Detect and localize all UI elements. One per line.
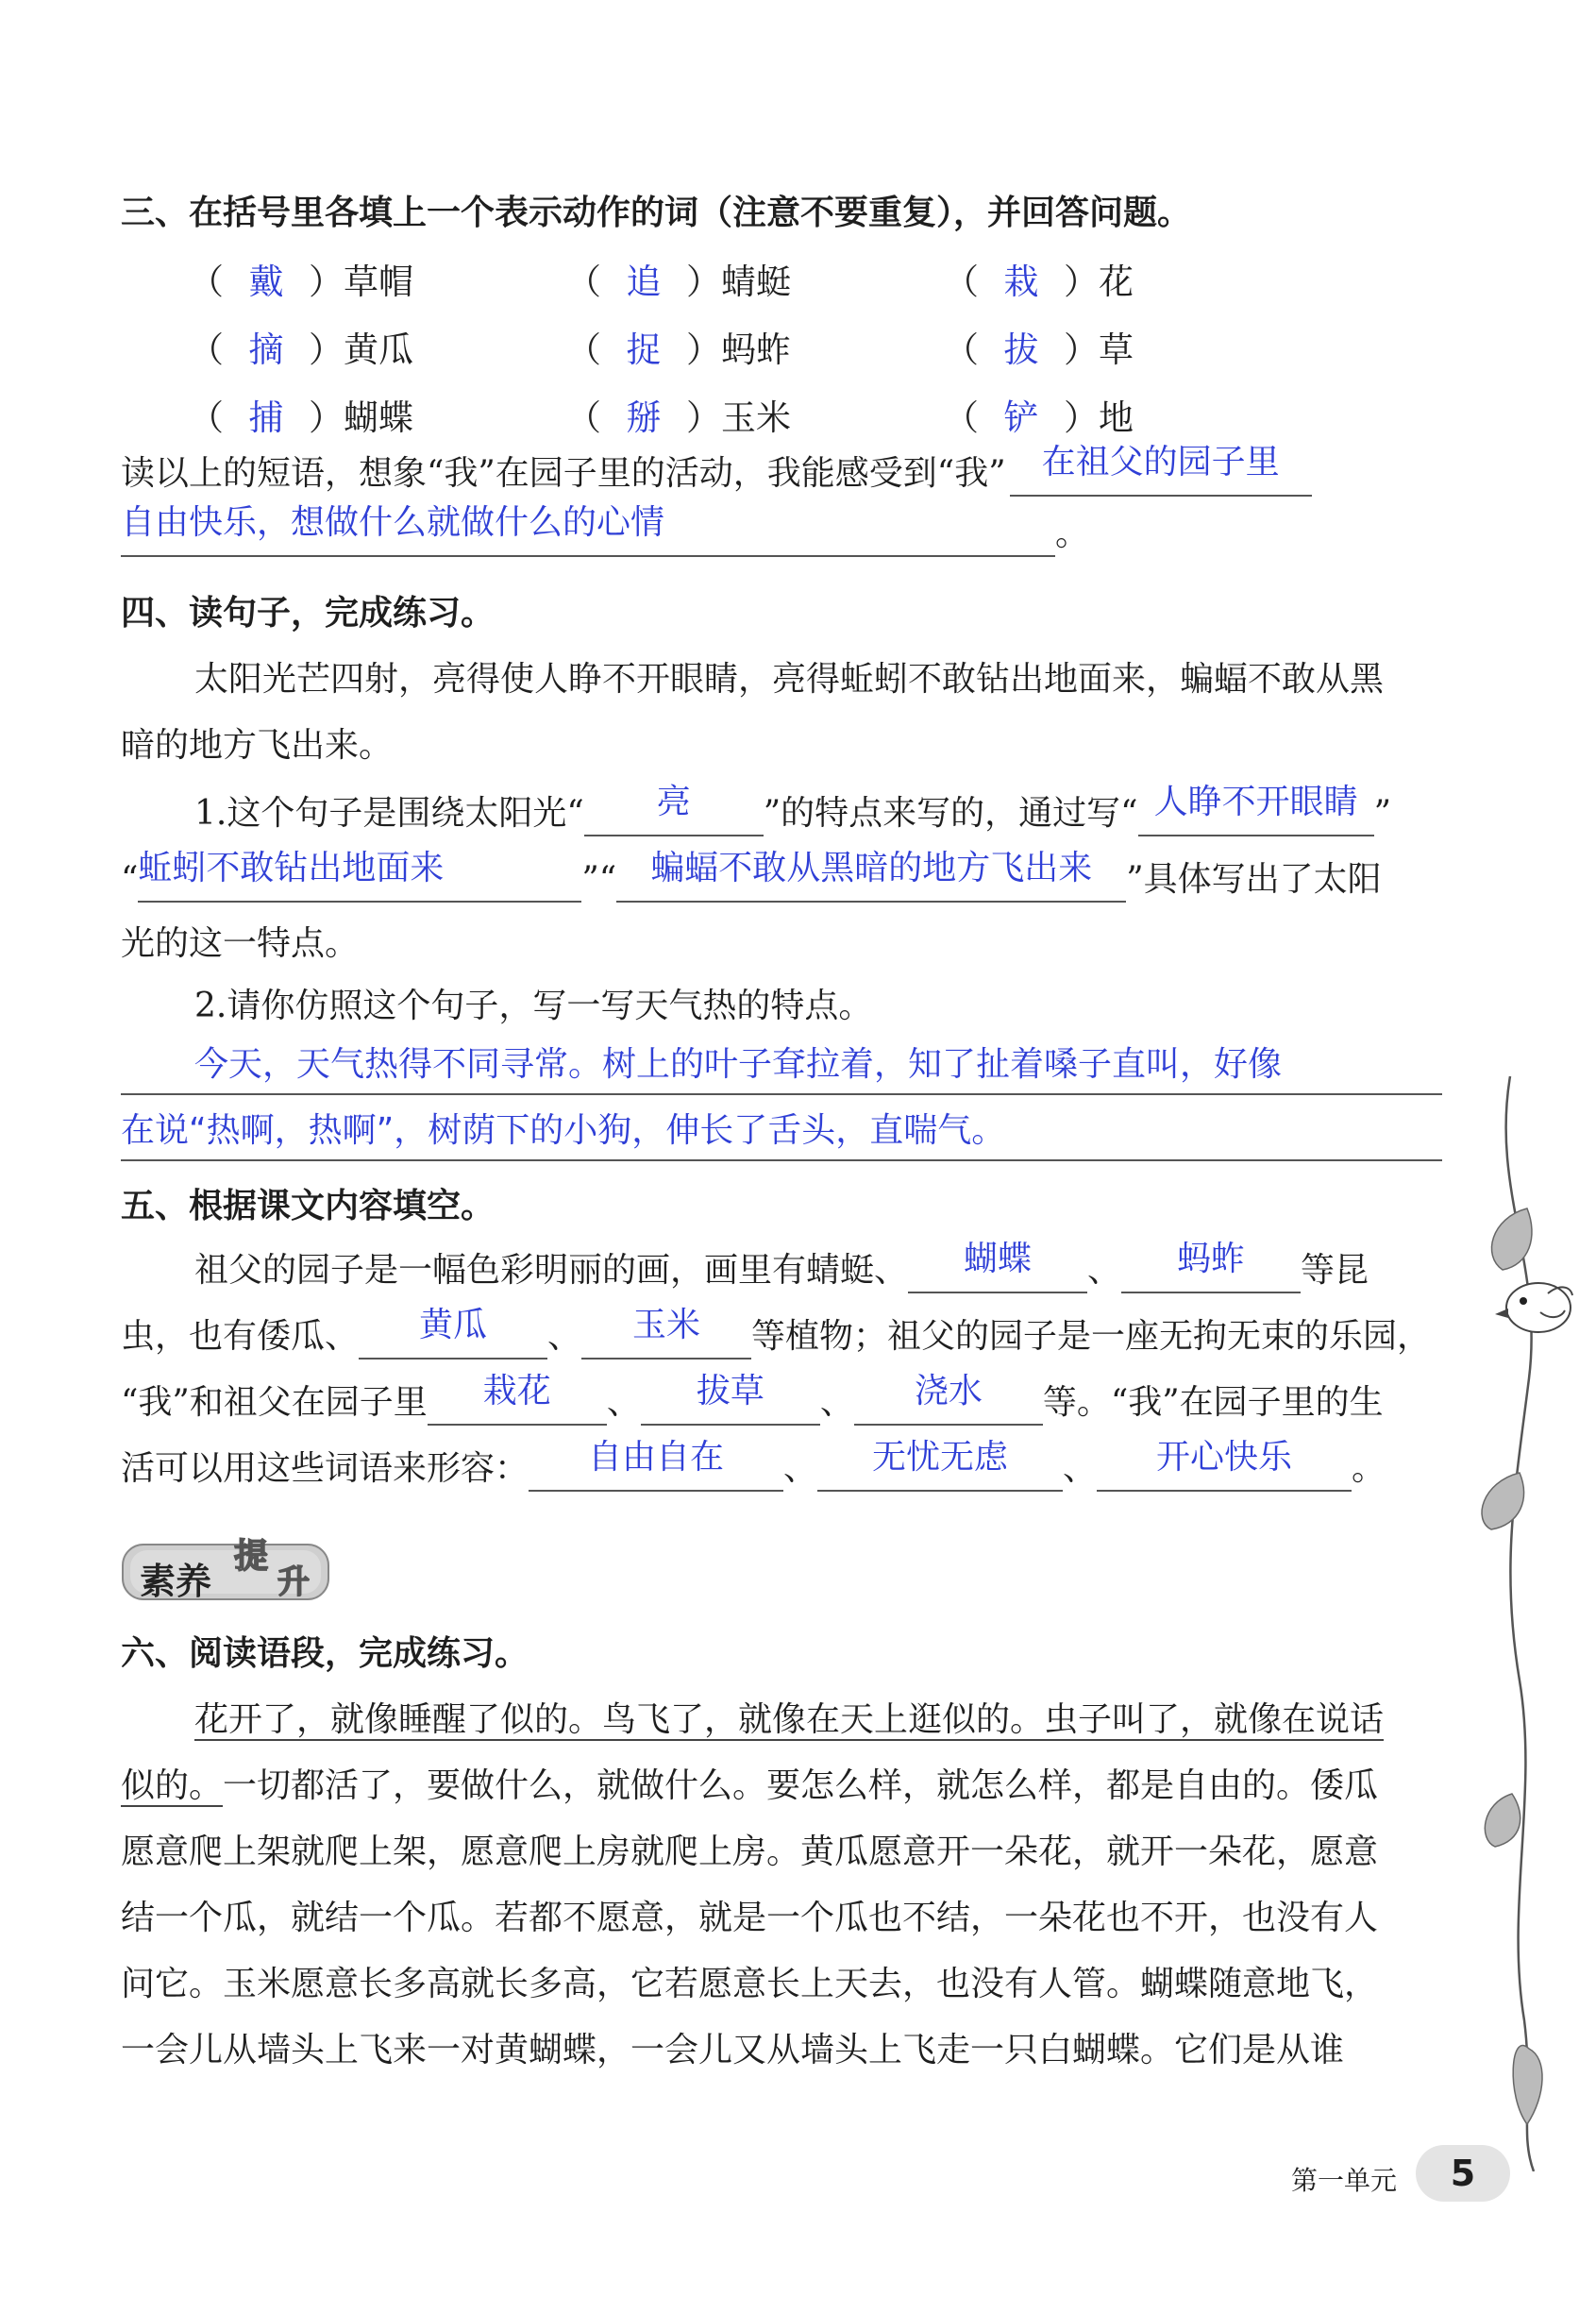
answer-blank-1[interactable] — [1010, 443, 1312, 497]
q1-text-2: ”的特点来写的，通过写“ — [763, 794, 1138, 833]
phrase-answer[interactable]: 捉 — [626, 329, 662, 370]
q2-rule-2[interactable] — [121, 1159, 1442, 1161]
section3-question — [121, 443, 1312, 497]
close-paren: ） — [309, 397, 344, 438]
s5-blank[interactable] — [529, 1438, 783, 1492]
question-prefix: 读以上的短语，想象“我”在园子里的活动，我能感受到“我” — [121, 454, 1006, 493]
section-badge — [119, 1531, 336, 1605]
phrase-item — [189, 389, 413, 440]
s5-answer: 蝴蝶 — [964, 1240, 1033, 1278]
q1-text-5: ”“ — [581, 860, 617, 899]
s5-answer: 栽花 — [482, 1372, 551, 1410]
phrase-word: 蝴蝶 — [344, 397, 413, 438]
vine-decoration — [1453, 1076, 1595, 2171]
s6-line3: 愿意爬上架就爬上架，愿意爬上房就爬上房。黄瓜愿意开一朵花，就开一朵花，愿意 — [121, 1833, 1379, 1871]
s6-line2 — [121, 1764, 1378, 1809]
q1-blank-1[interactable] — [584, 783, 764, 836]
q1-line2 — [121, 849, 1382, 903]
close-paren: ） — [309, 329, 344, 370]
q1-line1 — [194, 783, 1391, 836]
s5-blank[interactable] — [428, 1372, 607, 1426]
close-paren: ） — [309, 262, 344, 302]
s5-line4 — [121, 1438, 1386, 1492]
s5-blank[interactable] — [641, 1372, 820, 1426]
s5-text: 活可以用这些词语来形容： — [121, 1449, 529, 1488]
s5-sep: 、 — [783, 1449, 818, 1488]
phrase-item — [566, 389, 791, 440]
section6-heading: 六、阅读语段，完成练习。 — [121, 1634, 529, 1673]
phrase-answer[interactable]: 摘 — [248, 329, 284, 370]
s5-answer: 自由自在 — [588, 1438, 725, 1477]
section4-heading: 四、读句子，完成练习。 — [121, 594, 496, 633]
phrase-word: 玉米 — [721, 397, 791, 438]
s5-answer: 蚂蚱 — [1177, 1240, 1246, 1278]
phrase-word: 草 — [1099, 329, 1134, 370]
phrase-word: 蜻蜓 — [721, 262, 791, 302]
open-paren: （ — [189, 397, 224, 438]
s5-answer: 开心快乐 — [1156, 1438, 1293, 1477]
q2-answer-line2 — [121, 1108, 1005, 1154]
q1-answer-3: 蚯蚓不敢钻出地面来 — [138, 849, 445, 887]
s5-text: 祖父的园子是一幅色彩明丽的画，画里有蜻蜓、 — [194, 1251, 909, 1290]
phrase-word: 地 — [1099, 397, 1134, 438]
s5-answer: 浇水 — [914, 1372, 983, 1410]
page-number: 5 — [1416, 2145, 1510, 2202]
phrase-item — [189, 321, 413, 372]
answer-blank-2[interactable] — [121, 503, 1055, 557]
phrase-item — [944, 321, 1134, 372]
open-paren: （ — [189, 262, 224, 302]
q2-answer-line1 — [194, 1042, 1282, 1088]
phrase-answer[interactable]: 栽 — [1003, 262, 1039, 302]
s5-sep: 、 — [819, 1383, 854, 1422]
open-paren: （ — [566, 397, 601, 438]
close-paren: ） — [1064, 329, 1099, 370]
end-punct: 。 — [1055, 515, 1090, 553]
underlined-sentence: 花开了，就像睡醒了似的。鸟飞了，就像在天上逛似的。虫子叫了，就像在说话 — [194, 1700, 1385, 1739]
bird-icon — [1495, 1283, 1572, 1332]
open-paren: （ — [944, 262, 979, 302]
q1-text-6: ”具体写出了太阳 — [1126, 860, 1382, 899]
close-paren: ） — [1064, 262, 1099, 302]
q1-blank-4[interactable] — [616, 849, 1126, 903]
phrase-word: 草帽 — [344, 262, 413, 302]
s5-blank[interactable] — [1121, 1240, 1301, 1293]
phrase-item — [566, 321, 791, 372]
s5-text: 等昆 — [1301, 1251, 1369, 1290]
s5-text: “我”和祖父在园子里 — [121, 1383, 428, 1422]
phrase-item — [189, 253, 413, 304]
s5-answer: 玉米 — [632, 1306, 701, 1344]
phrase-answer[interactable]: 戴 — [248, 262, 284, 302]
close-paren: ） — [1064, 397, 1099, 438]
q2-answer-2: 在说“热啊，热啊”，树荫下的小狗，伸长了舌头，直喘气。 — [121, 1111, 1006, 1150]
phrase-item — [566, 253, 791, 304]
phrase-word: 黄瓜 — [344, 329, 413, 370]
s5-blank[interactable] — [1097, 1438, 1352, 1492]
s5-answer: 无忧无虑 — [872, 1438, 1009, 1477]
s5-line3 — [121, 1372, 1384, 1426]
q1-blank-3[interactable] — [138, 849, 581, 903]
phrase-answer[interactable]: 拔 — [1003, 329, 1039, 370]
q1-text-3: ” — [1373, 794, 1391, 833]
s5-blank[interactable] — [817, 1438, 1063, 1492]
s6-line1 — [194, 1697, 1384, 1743]
phrase-word: 蚂蚱 — [721, 329, 791, 370]
unit-label: 第一单元 — [1291, 2165, 1398, 2196]
phrase-answer[interactable]: 铲 — [1003, 397, 1039, 438]
section3-answer-line2 — [121, 503, 1090, 557]
s5-line1 — [194, 1240, 1369, 1293]
q1-text-1: 1.这个句子是围绕太阳光“ — [194, 794, 584, 833]
answer-text-1: 在祖父的园子里 — [1041, 443, 1280, 481]
s5-blank[interactable] — [359, 1306, 547, 1360]
s5-text: 等。“我”在园子里的生 — [1042, 1383, 1384, 1422]
q2-rule-1[interactable] — [121, 1093, 1442, 1095]
passage-line-1: 太阳光芒四射，亮得使人睁不开眼睛，亮得蚯蚓不敢钻出地面来，蝙蝠不敢从黑 — [194, 660, 1385, 699]
q1-blank-2[interactable] — [1138, 783, 1374, 836]
s5-blank[interactable] — [854, 1372, 1043, 1426]
s5-answer: 黄瓜 — [419, 1306, 488, 1344]
s6-line6: 一会儿从墙头上飞来一对黄蝴蝶，一会儿又从墙头上飞走一只白蝴蝶。它们是从谁 — [121, 2031, 1345, 2069]
q1-text-4: “ — [121, 860, 139, 899]
open-paren: （ — [566, 329, 601, 370]
badge-small-text-2: 升 — [277, 1563, 310, 1601]
s5-sep: 、 — [1063, 1449, 1098, 1488]
q2-answer-1: 今天，天气热得不同寻常。树上的叶子耷拉着，知了扯着嗓子直叫，好像 — [194, 1045, 1283, 1084]
phrase-answer[interactable]: 掰 — [626, 397, 662, 438]
q1-answer-4: 蝙蝠不敢从黑暗的地方飞出来 — [650, 849, 1093, 887]
answer-text-2: 自由快乐，想做什么就做什么的心情 — [121, 503, 665, 542]
s5-blank[interactable] — [908, 1240, 1087, 1293]
section5-heading: 五、根据课文内容填空。 — [121, 1187, 496, 1225]
s5-answer: 拔草 — [696, 1372, 764, 1410]
q1-answer-2: 人睁不开眼睛 — [1153, 783, 1358, 821]
s6-text: 一切都活了，要做什么，就做什么。要怎么样，就怎么样，都是自由的。倭瓜 — [223, 1766, 1379, 1805]
s5-text: 等植物；祖父的园子是一座无拘无束的乐园， — [751, 1317, 1432, 1356]
close-paren: ） — [686, 262, 721, 302]
close-paren: ） — [686, 329, 721, 370]
s5-sep: 、 — [1087, 1251, 1122, 1290]
phrase-answer[interactable]: 捕 — [248, 397, 284, 438]
s5-blank[interactable] — [581, 1306, 751, 1360]
badge-small-text-1: 提 — [234, 1537, 269, 1576]
open-paren: （ — [189, 329, 224, 370]
open-paren: （ — [944, 397, 979, 438]
phrase-item — [944, 389, 1134, 440]
phrase-item — [944, 253, 1134, 304]
s6-line5: 问它。玉米愿意长多高就长多高，它若愿意长上天去，也没有人管。蝴蝶随意地飞， — [121, 1965, 1379, 2003]
q2-text: 2.请你仿照这个句子，写一写天气热的特点。 — [194, 987, 873, 1025]
passage-line-2: 暗的地方飞出来。 — [121, 726, 394, 765]
s5-sep: 、 — [606, 1383, 641, 1422]
underlined-sentence-end: 似的。 — [121, 1766, 224, 1805]
close-paren: ） — [686, 397, 721, 438]
s6-line4: 结一个瓜，就结一个瓜。若都不愿意，就是一个瓜也不结，一朵花也不开，也没有人 — [121, 1899, 1379, 1937]
s5-text: 。 — [1352, 1449, 1386, 1488]
phrase-word: 花 — [1099, 262, 1134, 302]
q1-line3: 光的这一特点。 — [121, 924, 360, 963]
open-paren: （ — [566, 262, 601, 302]
section3-heading: 三、在括号里各填上一个表示动作的词（注意不要重复），并回答问题。 — [121, 194, 1192, 232]
s5-sep: 、 — [547, 1317, 582, 1356]
s5-line2 — [121, 1306, 1432, 1360]
s5-text: 虫，也有倭瓜、 — [121, 1317, 360, 1356]
open-paren: （ — [944, 329, 979, 370]
badge-main-text: 素养 — [140, 1561, 212, 1602]
q1-answer-1: 亮 — [656, 783, 691, 821]
phrase-answer[interactable]: 追 — [626, 262, 662, 302]
